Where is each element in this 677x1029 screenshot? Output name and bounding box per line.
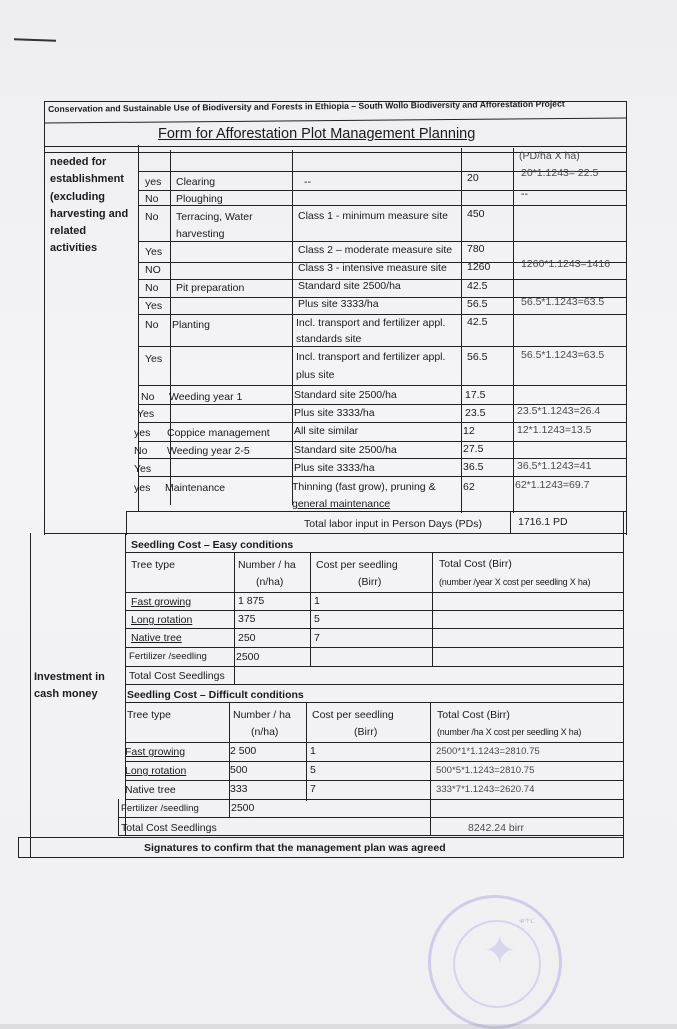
grid-line [126,684,623,685]
row-pd: 17.5 [465,389,486,401]
row-flag: Yes [145,353,163,365]
row-measure: Standard site 2500/ha [298,280,401,292]
row-total: 56.5*1.1243=63.5 [521,296,605,308]
row-activity: Maintenance [165,482,226,494]
difficult-col-total: Total Cost (Birr) [437,709,510,721]
row-activity: Ploughing [176,193,223,205]
grid-line [118,799,119,836]
grid-line [138,458,627,459]
grid-line [510,512,511,533]
difficult-row-total: 2500*1*1.1243=2810.75 [436,746,540,757]
row-total: 1260*1.1243=1416 [521,258,611,270]
row-pd: 42.5 [467,316,488,328]
easy-col-type: Tree type [131,559,175,571]
easy-total-label: Total Cost Seedlings [129,670,225,682]
grid-line [138,385,627,386]
row-measure: Plus site 3333/ha [298,298,379,310]
row-pd: 56.5 [467,298,488,310]
grid-line [126,647,623,648]
official-stamp [428,895,562,1029]
row-pd: 36.5 [463,461,484,473]
grid-line [138,190,627,191]
grid-line [118,835,623,836]
row-pd: 23.5 [465,407,486,419]
grid-line [126,628,623,629]
row-measure-2: general maintenance [292,498,391,510]
project-title: Conservation and Sustainable Use of Biodiversity and Forests in Ethiopia – South Wollo Biodiversity and Afforestation Project [48,98,565,114]
difficult-row-number: 2 500 [230,745,257,757]
labor-side-label-1: needed for [50,156,107,168]
stamp-text: ቁጥር [519,916,535,925]
row-total: 12*1.1243=13.5 [517,424,592,436]
grid-line [18,837,623,838]
row-flag: No [145,319,159,331]
difficult-row-type: Native tree [125,784,176,796]
row-pd: 56.5 [467,351,488,363]
grid-line [306,702,307,801]
difficult-total-value: 8242.24 birr [468,822,525,834]
grid-line [138,314,627,315]
grid-line [44,533,627,534]
row-total: -- [521,188,528,200]
easy-col-total-2: (number /year X cost per seedling X ha) [439,577,591,587]
form-title: Form for Afforestation Plot Management Planning [158,126,476,142]
easy-row-cost: 5 [314,613,320,625]
easy-row-type: Fast growing [131,596,192,608]
difficult-col-total-2: (number /ha X cost per seedling X ha) [437,727,582,737]
signatures-text: Signatures to confirm that the management plan was agreed [144,842,446,854]
grid-line [30,533,31,858]
difficult-row-number: 500 [230,764,248,776]
grid-line [623,511,624,535]
grid-line [44,145,45,535]
row-activity: Clearing [176,176,216,188]
labor-side-label-4: harvesting and [50,208,129,220]
grid-line [126,511,127,535]
grid-line [126,780,623,781]
difficult-row-total: 333*7*1.1243=2620.74 [436,784,535,795]
row-activity: Pit preparation [176,282,245,294]
easy-row-cost: 1 [314,595,320,607]
row-pd: 450 [467,208,485,220]
row-flag: No [145,282,159,294]
row-measure: Thinning (fast grow), pruning & [292,481,436,493]
grid-line [126,702,623,703]
grid-line [138,205,627,206]
row-measure: Class 2 – moderate measure site [298,244,453,256]
row-pd: 42.5 [467,280,488,292]
row-measure: Incl. transport and fertilizer appl. [296,317,446,329]
row-pd: 62 [463,481,475,493]
row-total: 56.5*1.1243=63.5 [521,349,605,361]
row-measure: Plus site 3333/ha [294,407,375,419]
labor-side-label-6: activities [50,242,98,254]
easy-row-type: Native tree [131,632,182,644]
grid-line [126,742,623,743]
grid-line [138,441,627,442]
grid-line [44,146,627,147]
row-pd: 780 [467,243,485,255]
difficult-col-cost: Cost per seedling [312,709,394,721]
difficult-col-number: Number / ha [233,709,291,721]
row-measure: Incl. transport and fertilizer appl. [296,351,446,363]
difficult-row-total: 500*5*1.1243=2810.75 [436,765,535,776]
row-activity: Weeding year 2-5 [167,445,250,457]
row-flag: Yes [145,300,163,312]
grid-line [126,552,623,553]
grid-line [18,837,19,858]
difficult-fertilizer-value: 2500 [231,802,255,814]
grid-line [126,610,623,611]
labor-side-label-5: related [50,225,87,237]
row-measure: All site similar [294,425,359,437]
grid-line [118,817,623,818]
row-activity: Weeding year 1 [169,391,243,403]
investment-side-label-2: cash money [34,688,98,700]
easy-fertilizer-label: Fertilizer /seedling [129,651,207,662]
easy-row-number: 375 [238,613,256,625]
row-activity: Coppice management [167,427,270,439]
difficult-col-type: Tree type [127,709,171,721]
row-flag: yes [134,482,151,494]
unit-header: (PD/ha X ha) [519,150,580,162]
row-flag: yes [134,427,151,439]
row-measure: Standard site 2500/ha [294,444,397,456]
grid-line [138,346,627,347]
row-measure-2: plus site [296,369,335,381]
difficult-title: Seedling Cost – Difficult conditions [127,689,304,701]
difficult-row-cost: 7 [310,783,316,795]
row-flag: NO [145,264,161,276]
grid-line [126,511,626,512]
grid-line [138,476,627,477]
labor-side-label-2: establishment [50,173,124,185]
grid-line [138,241,627,242]
easy-row-cost: 7 [314,632,320,644]
difficult-row-number: 333 [230,783,248,795]
difficult-col-cost-2: (Birr) [354,726,378,738]
grid-line [430,702,431,835]
easy-col-number: Number / ha [238,559,296,571]
difficult-row-cost: 5 [310,764,316,776]
row-flag: Yes [134,463,152,475]
easy-col-cost: Cost per seedling [316,559,398,571]
row-total: 62*1.1243=69.7 [515,479,590,491]
difficult-fertilizer-label: Fertilizer /seedling [121,803,199,814]
row-measure: Class 3 - intensive measure site [298,262,447,274]
row-flag: No [145,211,159,223]
row-pd: 12 [463,425,475,437]
total-labor-value: 1716.1 PD [518,516,568,528]
investment-side-label-1: Investment in [34,671,105,683]
row-pd: 20 [467,172,479,184]
total-labor-label: Total labor input in Person Days (PDs) [304,518,482,530]
easy-col-total: Total Cost (Birr) [439,558,512,570]
grid-line [126,799,623,800]
difficult-total-label: Total Cost Seedlings [121,822,217,834]
easy-col-cost-2: (Birr) [358,576,382,588]
difficult-row-type: Long rotation [125,765,187,777]
row-measure: Class 1 - minimum measure site [298,210,448,222]
row-measure: Plus site 3333/ha [294,462,375,474]
grid-line [126,761,623,762]
row-flag: yes [145,176,162,188]
difficult-col-number-2: (n/ha) [251,726,279,738]
stamp-star-icon: ✦ [483,929,517,973]
easy-row-type: Long rotation [131,614,193,626]
grid-line [292,150,293,505]
row-measure-2: standards site [296,333,362,345]
difficult-row-type: Fast growing [125,746,186,758]
row-activity-2: harvesting [176,228,225,240]
grid-line [126,592,623,593]
row-flag: Yes [137,408,155,420]
row-measure: -- [304,176,311,188]
labor-side-label-3: (excluding [50,191,106,203]
row-flag: Yes [145,246,163,258]
grid-line [138,422,627,423]
row-pd: 1260 [467,261,491,273]
row-total: 20*1.1243= 22.5 [521,167,599,179]
row-total: 36.5*1.1243=41 [517,460,592,472]
easy-row-number: 1 875 [238,595,265,607]
grid-line [18,857,623,858]
row-total: 23.5*1.1243=26.4 [517,405,601,417]
easy-fertilizer-value: 2500 [236,651,260,663]
row-activity: Terracing, Water [176,211,253,223]
grid-line [623,533,624,858]
easy-col-number-2: (n/ha) [256,576,284,588]
grid-line [126,666,623,667]
row-flag: No [134,445,148,457]
row-activity: Planting [172,319,210,331]
easy-title: Seedling Cost – Easy conditions [131,539,294,551]
row-measure: Standard site 2500/ha [294,389,397,401]
row-pd: 27.5 [463,443,484,455]
row-flag: No [141,391,155,403]
difficult-row-cost: 1 [310,745,316,757]
easy-row-number: 250 [238,632,256,644]
row-flag: No [145,193,159,205]
